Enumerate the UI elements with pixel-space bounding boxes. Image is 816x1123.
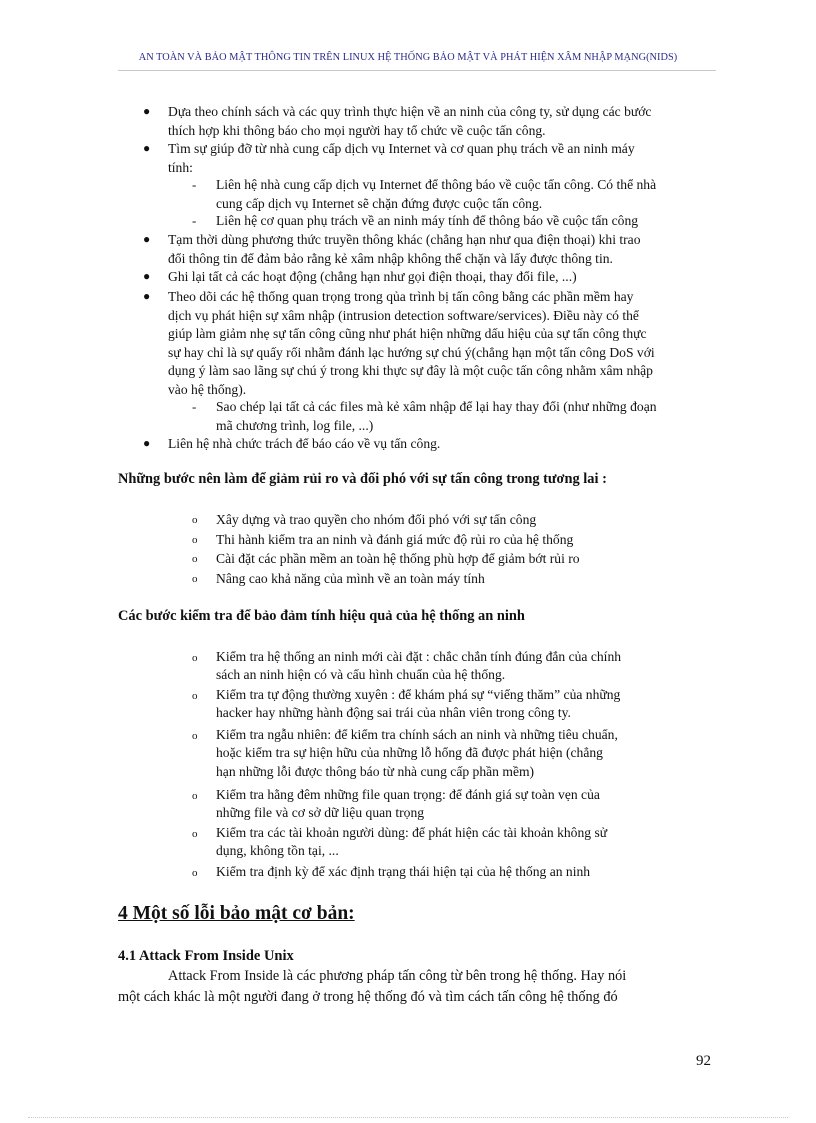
list-item: Tìm sự giúp đỡ từ nhà cung cấp dịch vụ Internet và cơ quan phụ trách về an ninh máy tính: [168,141,635,175]
dash-icon: - [192,177,197,192]
list-item: Ghi lại tất cả các hoạt động (chẳng hạn như gọi điện thoại, thay đổi file, ...) [168,269,577,284]
circle-bullet-icon: o [192,690,198,702]
list-item: Nâng cao khả năng của mình về an toàn máy tính [216,570,485,586]
footer-rule [28,1117,788,1118]
bullet-icon: ● [143,232,151,246]
list-item: Kiểm tra tự động thường xuyên : để khám phá sự “viếng thăm” của những hacker hay những hành động sai trái của nhân viên trong công ty. [216,687,621,721]
section-title: 4 Một số lỗi bảo mật cơ bản: [118,903,355,924]
list-item: Tạm thời dùng phương thức truyền thông khác (chẳng hạn như qua điện thoại) khi trao đổi thông tin để đảm bảo rằng kẻ xâm nhập không thể chặn và lấy được thông tin. [168,232,641,266]
list-item: Kiểm tra ngẫu nhiên: để kiểm tra chính sách an ninh và những tiêu chuẩn, hoặc kiểm tra sự hiện hữu của những lỗ hổng đã được phát hiện (chẳng hạn những lỗi được thông báo từ nhà cung cấp phần mềm) [216,727,618,779]
list-item: Xây dựng và trao quyền cho nhóm đối phó với sự tấn công [216,512,537,527]
list-item: Liên hệ cơ quan phụ trách về an ninh máy tính để thông báo về cuộc tấn công [216,213,639,228]
list-item: Liên hệ nhà cung cấp dịch vụ Internet để thông báo về cuộc tấn công. Có thể nhà cung cấp dịch vụ Internet sẽ chặn đứng được cuộc tấn công. [216,177,657,211]
list-item: Kiểm tra định kỳ để xác định trạng thái hiện tại của hệ thống an ninh [216,864,591,879]
bullet-icon: ● [143,436,151,450]
list-item: Kiểm tra hằng đêm những file quan trọng: để đánh giá sự toàn vẹn của những file và cơ sở dữ liệu quan trọng [216,787,600,821]
circle-bullet-icon: o [192,573,198,585]
subsection-title: 4.1 Attack From Inside Unix [118,948,294,964]
body-paragraph: Attack From Inside là các phương pháp tấn công từ bên trong hệ thống. Hay nói một cách khác là một người đang ở trong hệ thống đó và tìm cách tấn công hệ thống đó [118,968,627,1005]
dash-icon: - [192,399,197,414]
list-item: Liên hệ nhà chức trách để báo cáo về vụ tấn công. [168,436,441,451]
list-item: Dựa theo chính sách và các quy trình thực hiện về an ninh của công ty, sử dụng các bước thích hợp khi thông báo cho mọi người hay tổ chức về cuộc tấn công. [168,104,652,138]
section-heading: Các bước kiểm tra để bảo đảm tính hiệu quả của hệ thống an ninh [118,608,525,624]
circle-bullet-icon: o [192,790,198,802]
list-item: Cài đặt các phần mềm an toàn hệ thống phù hợp để giảm bớt rủi ro [216,551,580,566]
circle-bullet-icon: o [192,514,198,526]
list-item: Kiểm tra hệ thống an ninh mới cài đặt : chắc chắn tính đúng đắn của chính sách an ninh hiện có và cấu hình chuẩn của hệ thống. [216,649,622,683]
circle-bullet-icon: o [192,553,198,565]
circle-bullet-icon: o [192,867,198,879]
circle-bullet-icon: o [192,652,198,664]
header-rule [118,70,716,71]
list-item: Theo dõi các hệ thống quan trọng trong qủa trình bị tấn công bằng các phần mềm hay dịch vụ phát hiện sự xâm nhập (intrusion detection software/services). Điều này có thể giúp làm giảm nhẹ sự tấn công cũng như phát hiện những dấu hiệu của sự tấn công thực sự hay chỉ là sự quấy rối nhằm đánh lạc hướng sự chú ý(chẳng hạn một tấn công DoS với dụng ý làm sao lãng sự chú ý trong khi thực sự đây là một cuộc tấn công nhằm xâm nhập vào hệ thống). [168,289,655,397]
section-heading: Những bước nên làm để giảm rủi ro và đối phó với sự tấn công trong tương lai : [118,471,607,487]
bullet-icon: ● [143,289,151,303]
circle-bullet-icon: o [192,534,198,546]
dash-icon: - [192,213,197,228]
running-header: AN TOÀN VÀ BẢO MẬT THÔNG TIN TRÊN LINUX HỆ THỐNG BẢO MẬT VÀ PHÁT HIỆN XÂM NHẬP MẠNG(NIDS) [138,52,678,63]
bullet-icon: ● [143,141,151,155]
list-item: Thi hành kiểm tra an ninh và đánh giá mức độ rủi ro của hệ thống [216,531,574,547]
circle-bullet-icon: o [192,730,198,742]
circle-bullet-icon: o [192,828,198,840]
bullet-icon: ● [143,269,151,283]
list-item: Sao chép lại tất cả các files mà kẻ xâm nhập để lại hay thay đổi (như những đoạn mã chương trình, log file, ...) [216,399,657,433]
list-item: Kiểm tra các tài khoản người dùng: để phát hiện các tài khoản không sử dụng, không tồn tại, ... [216,825,608,859]
future-list [216,510,580,588]
bullet-icon: ● [143,104,151,118]
page-number: 92 [696,1053,711,1069]
